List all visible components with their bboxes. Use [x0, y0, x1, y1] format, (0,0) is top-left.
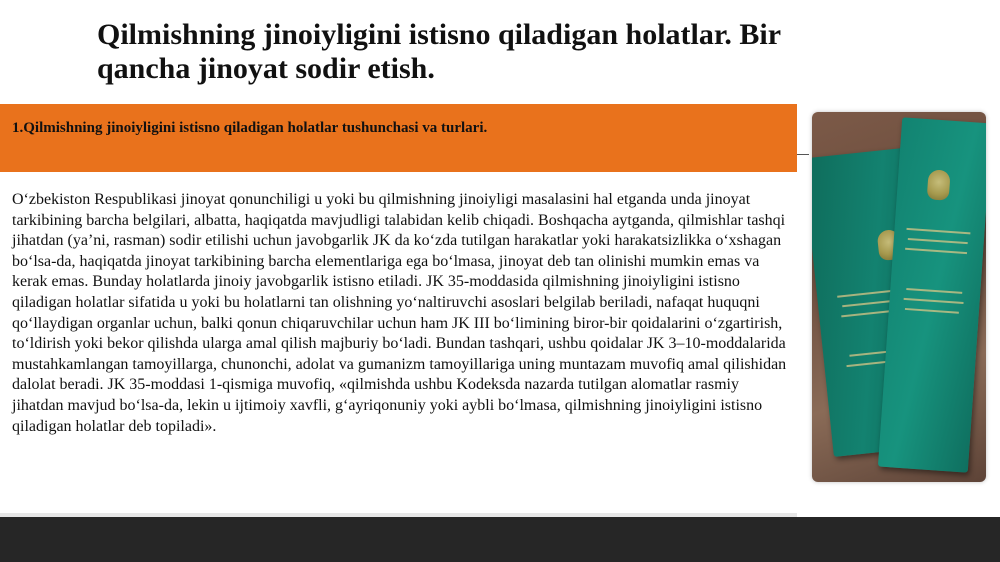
book-title-lines: [905, 248, 967, 254]
book-title-lines: [906, 228, 970, 234]
section-heading-band: [0, 104, 797, 172]
section-heading: 1.Qilmishning jinoiyligini istisno qiladigan holatlar tushunchasi va turlari.: [12, 120, 488, 136]
divider-line: [797, 154, 809, 155]
law-books-photo: [812, 112, 986, 482]
book-title-lines: [904, 298, 964, 304]
bottom-bar: [0, 517, 1000, 562]
body-paragraph: O‘zbekiston Respublikasi jinoyat qonunchiligi u yoki bu qilmishning jinoiyligi masalasini hal etganda unda jinoyat tarkibining barcha belgilari, albatta, haqiqatda mavjudligi talabidan kelib chiqadi. Boshqacha aytganda, qilmishlar tashqi jihatdan (ya’ni, rasman) sodir etilishi uchun javobgarlik JK da ko‘zda tutilgan harakatlar yoki harakatsizlikka o‘xshagan bo‘lsa-da, haqiqatda jinoyat tarkibining barcha elementlariga ega bo‘lmasa, jinoyat deb tan olinishi mumkin emas va kerak emas. Bunday holatlarda jinoiy javobgarlik istisno etiladi. JK 35-moddasida qilmishning jinoiyligini istisno qiladigan holatlar sifatida u yoki bu holatlarni tan olishning yo‘naltiruvchi asoslari belgilab beriladi, nafaqat huquqni qo‘llaydigan organlar uchun, balki qonun chiqaruvchilar uchun ham JK III bo‘limining biror-bir qoidalarini o‘zgartirish, to‘ldirish yoki bekor qilishda ularga amal qilish majburiy bo‘ladi. Bundan tashqari, ushbu qoidalar JK 3–10-moddalarida mustahkamlangan tamoyillarga, chunonchi, adolat va gumanizm tamoyillariga uning muntazam muvofiq amal qilishidan dalolat beradi. JK 35-moddasi 1-qismiga muvofiq, «qilmishda ushbu Kodeksda nazarda tutilgan alomatlar rasmiy jihatdan mavjud bo‘lsa-da, lekin u ijtimoiy xavfli, g‘ayriqonuniy yoki aybli bo‘lmasa, qilmishning jinoiyligini istisno qiladigan holatlar deb topiladi».: [12, 191, 787, 435]
emblem-icon: [927, 169, 951, 200]
book-title-lines: [908, 238, 968, 244]
slide-title: Qilmishning jinoiyligini istisno qiladigan holatlar. Bir qancha jinoyat sodir etish.: [97, 18, 781, 85]
book-title-lines: [905, 308, 959, 314]
book-title-lines: [906, 288, 962, 294]
